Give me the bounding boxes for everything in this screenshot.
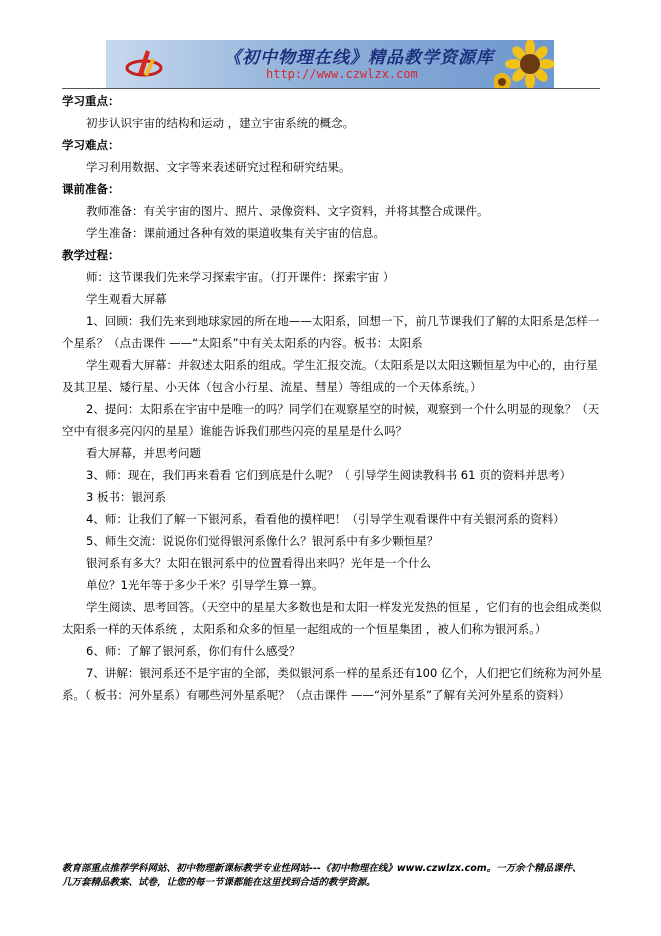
paragraph: 银河系有多大？太阳在银河系中的位置看得出来吗？光年是一个什么	[86, 556, 431, 570]
paragraph: 师：这节课我们先来学习探索宇宙。（打开课件：探索宇宙 ）	[86, 270, 395, 284]
section-heading: 教学过程：	[62, 248, 120, 262]
paragraph: 学生观看大屏幕	[86, 292, 167, 306]
paragraph: 学生阅读、思考回答。（天空中的星星大多数也是和太阳一样发光发热的恒星 ，它们有的也会组成类似太阳系一样的天体系统 ，太阳系和众多的恒星一起组成的一个恒星集团 ，被人们称为银河系。）	[62, 600, 602, 636]
paragraph: 教师准备：有关宇宙的图片、照片、录像资料、文字资料，并将其整合成课件。	[86, 204, 489, 218]
header-divider	[62, 88, 600, 89]
paragraph: 看大屏幕，并思考问题	[86, 446, 201, 460]
paragraph: 学习利用数据、文字等来表述研究过程和研究结果。	[86, 160, 351, 174]
header-banner	[106, 40, 554, 88]
paragraph: 学生准备：课前通过各种有效的渠道收集有关宇宙的信息。	[86, 226, 385, 240]
paragraph: 5、师生交流：说说你们觉得银河系像什么？银河系中有多少颗恒星？	[86, 534, 439, 548]
section-heading: 学习重点：	[62, 94, 120, 108]
sunflower-icon	[494, 40, 554, 88]
paragraph: 2、提问：太阳系在宇宙中是唯一的吗？同学们在观察星空的时候，观察到一个什么明显的现象？（天空中有很多亮闪闪的星星）谁能告诉我们那些闪亮的星星是什么吗？	[62, 402, 600, 438]
paragraph: 6、师：了解了银河系，你们有什么感受？	[86, 644, 301, 658]
footer-line: 教育部重点推荐学科网站、初中物理新课标教学专业性网站---《初中物理在线》www.czwlzx.com。一万余个精品课件、	[62, 863, 582, 874]
section-heading: 课前准备：	[62, 182, 120, 196]
paragraph: 3 板书：银河系	[86, 490, 166, 504]
paragraph: 7、讲解：银河系还不是宇宙的全部，类似银河系一样的星系还有100 亿个，人们把它们统称为河外星系。（ 板书：河外星系）有哪些河外星系呢？（点击课件 ——“河外星系”了解有关河外星系的资料）	[62, 666, 602, 702]
paragraph: 初步认识宇宙的结构和运动 ，建立宇宙系统的概念。	[86, 116, 355, 130]
paragraph: 1、回顾：我们先来到地球家园的所在地——太阳系，回想一下，前几节课我们了解的太阳系是怎样一个星系？（点击课件 ——“太阳系”中有关太阳系的内容。板书：太阳系	[62, 314, 600, 350]
page-footer	[62, 862, 602, 890]
paragraph: 4、师：让我们了解一下银河系，看看他的摸样吧！（引导学生观看课件中有关银河系的资料）	[86, 512, 565, 526]
banner-title: 《初中物理在线》精品教学资源库	[224, 48, 494, 68]
document-body	[62, 90, 602, 706]
section-heading: 学习难点：	[62, 138, 120, 152]
site-logo-icon	[124, 44, 164, 84]
footer-line: 几万套精品教案、试卷，让您的每一节课都能在这里找到合适的教学资源。	[62, 877, 376, 888]
paragraph: 学生观看大屏幕：并叙述太阳系的组成。学生汇报交流。（太阳系是以太阳这颗恒星为中心的，由行星及其卫星、矮行星、小天体（包含小行星、流星、彗星）等组成的一个天体系统。）	[62, 358, 598, 394]
paragraph: 单位？1光年等于多少千米？引导学生算一算。	[86, 578, 324, 592]
banner-url: http://www.czwlzx.com	[266, 67, 418, 81]
paragraph: 3、师：现在，我们再来看看 它们到底是什么呢？（ 引导学生阅读教科书 61 页的资料并思考）	[86, 468, 572, 482]
